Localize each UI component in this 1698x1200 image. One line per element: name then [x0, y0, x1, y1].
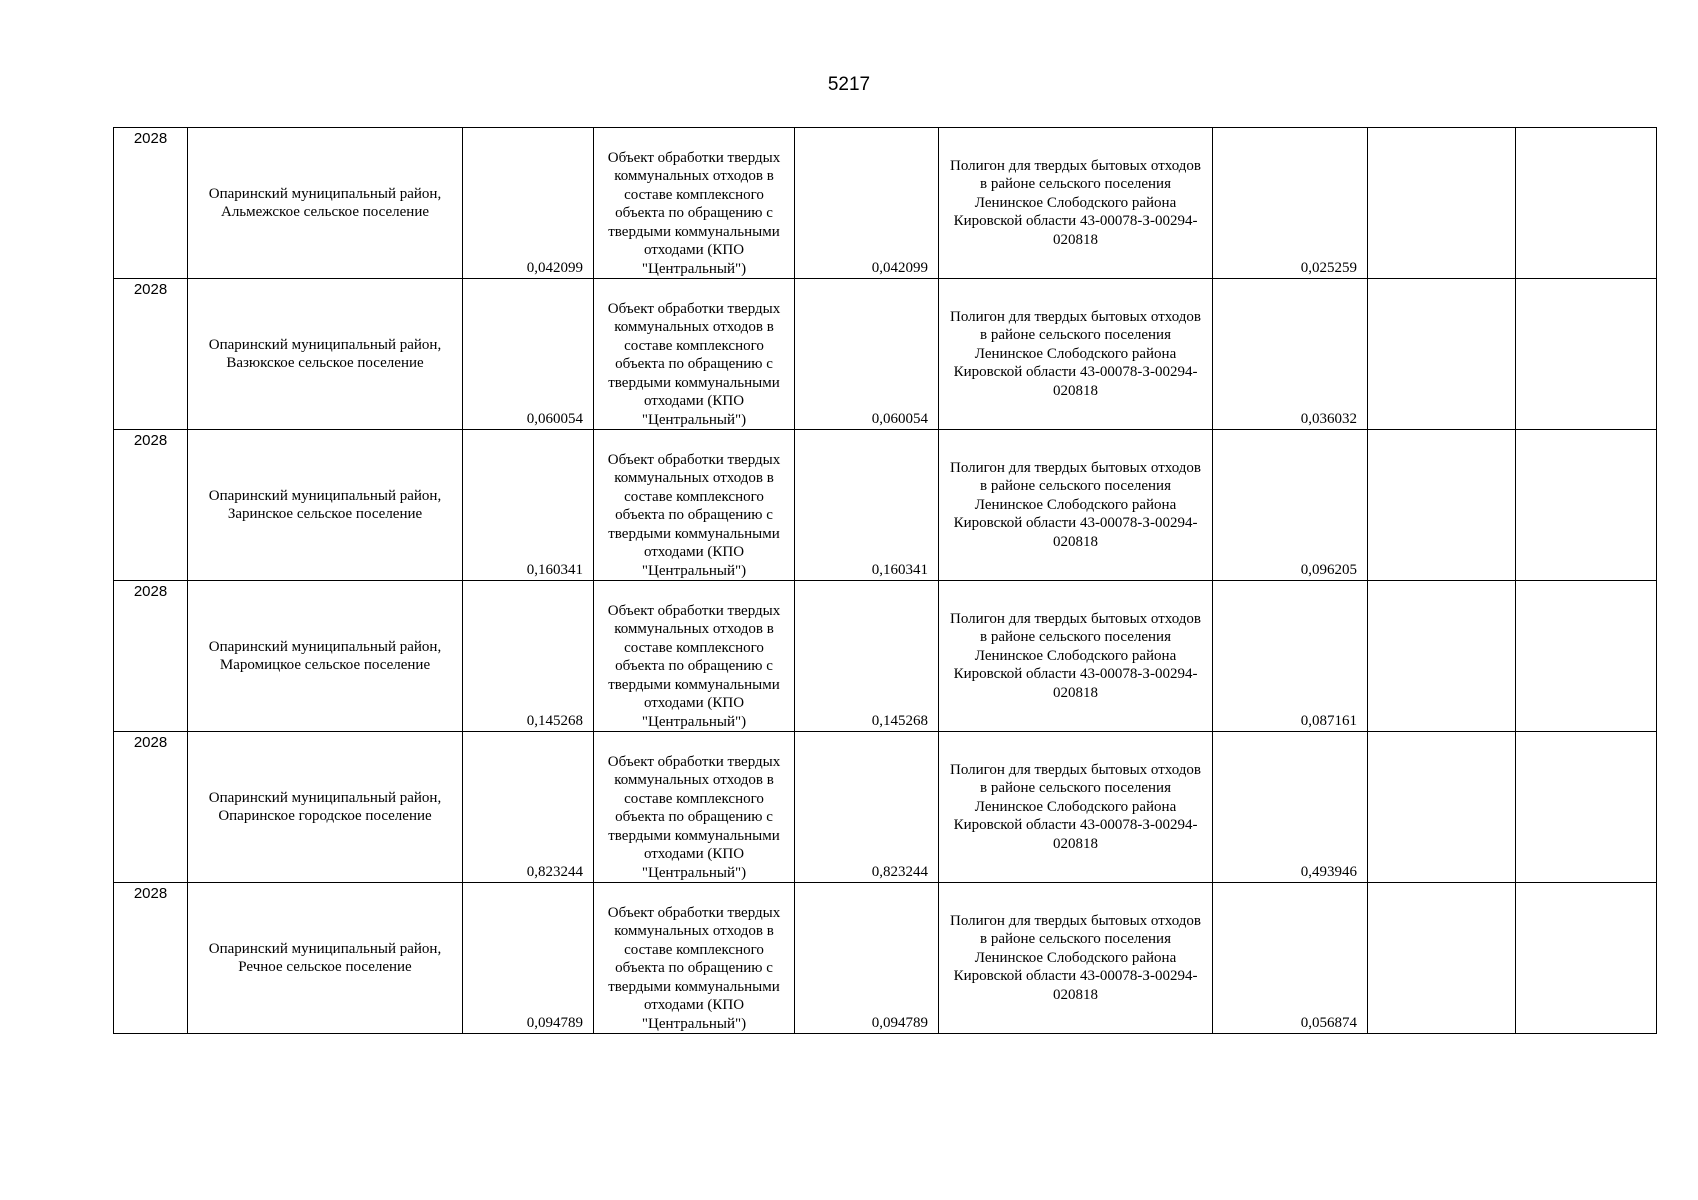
- year-cell: 2028: [114, 732, 188, 883]
- year-cell: 2028: [114, 883, 188, 1034]
- disposal-object-cell: Полигон для твердых бытовых отходов в районе сельского поселения Ленинское Слободского района Кировской области 43-00078-З-00294-020818: [939, 883, 1213, 1034]
- year-cell: 2028: [114, 430, 188, 581]
- table-row: [114, 430, 1657, 581]
- mass-disposed-cell: 0,056874: [1213, 883, 1368, 1034]
- disposal-object-cell: Полигон для твердых бытовых отходов в районе сельского поселения Ленинское Слободского района Кировской области 43-00078-З-00294-020818: [939, 128, 1213, 279]
- mass-processed-cell: 0,145268: [795, 581, 939, 732]
- mass-processed-cell: 0,042099: [795, 128, 939, 279]
- disposal-object-cell: Полигон для твердых бытовых отходов в районе сельского поселения Ленинское Слободского района Кировской области 43-00078-З-00294-020818: [939, 430, 1213, 581]
- disposal-object-cell: Полигон для твердых бытовых отходов в районе сельского поселения Ленинское Слободского района Кировской области 43-00078-З-00294-020818: [939, 581, 1213, 732]
- mass-generated-cell: 0,145268: [463, 581, 594, 732]
- mass-disposed-cell: 0,036032: [1213, 279, 1368, 430]
- year-cell: 2028: [114, 128, 188, 279]
- empty-cell: [1368, 581, 1516, 732]
- mass-generated-cell: 0,160341: [463, 430, 594, 581]
- empty-cell: [1516, 581, 1657, 732]
- table-row: [114, 128, 1657, 279]
- disposal-object-cell: Полигон для твердых бытовых отходов в районе сельского поселения Ленинское Слободского района Кировской области 43-00078-З-00294-020818: [939, 279, 1213, 430]
- municipality-cell: Опаринский муниципальный район, Заринское сельское поселение: [188, 430, 463, 581]
- empty-cell: [1516, 883, 1657, 1034]
- municipality-cell: Опаринский муниципальный район, Вазюкское сельское поселение: [188, 279, 463, 430]
- year-cell: 2028: [114, 581, 188, 732]
- municipality-cell: Опаринский муниципальный район, Альмежское сельское поселение: [188, 128, 463, 279]
- municipality-cell: Опаринский муниципальный район, Речное сельское поселение: [188, 883, 463, 1034]
- empty-cell: [1368, 883, 1516, 1034]
- mass-processed-cell: 0,823244: [795, 732, 939, 883]
- empty-cell: [1516, 430, 1657, 581]
- mass-generated-cell: 0,042099: [463, 128, 594, 279]
- mass-generated-cell: 0,823244: [463, 732, 594, 883]
- empty-cell: [1368, 279, 1516, 430]
- table-row: [114, 581, 1657, 732]
- mass-processed-cell: 0,094789: [795, 883, 939, 1034]
- empty-cell: [1516, 279, 1657, 430]
- mass-processed-cell: 0,160341: [795, 430, 939, 581]
- table-row: [114, 279, 1657, 430]
- table-row: [114, 732, 1657, 883]
- empty-cell: [1368, 732, 1516, 883]
- processing-object-cell: Объект обработки твердых коммунальных отходов в составе комплексного объекта по обращению с твердыми коммунальными отходами (КПО "Центральный"): [594, 128, 795, 279]
- mass-generated-cell: 0,060054: [463, 279, 594, 430]
- processing-object-cell: Объект обработки твердых коммунальных отходов в составе комплексного объекта по обращению с твердыми коммунальными отходами (КПО "Центральный"): [594, 732, 795, 883]
- mass-disposed-cell: 0,493946: [1213, 732, 1368, 883]
- empty-cell: [1516, 128, 1657, 279]
- mass-disposed-cell: 0,096205: [1213, 430, 1368, 581]
- empty-cell: [1368, 430, 1516, 581]
- mass-disposed-cell: 0,087161: [1213, 581, 1368, 732]
- page-number: 5217: [827, 74, 871, 95]
- processing-object-cell: Объект обработки твердых коммунальных отходов в составе комплексного объекта по обращению с твердыми коммунальными отходами (КПО "Центральный"): [594, 581, 795, 732]
- waste-flow-table: [113, 127, 1657, 1034]
- municipality-cell: Опаринский муниципальный район, Маромицкое сельское поселение: [188, 581, 463, 732]
- table-body: [114, 128, 1657, 1034]
- table-row: [114, 883, 1657, 1034]
- empty-cell: [1516, 732, 1657, 883]
- disposal-object-cell: Полигон для твердых бытовых отходов в районе сельского поселения Ленинское Слободского района Кировской области 43-00078-З-00294-020818: [939, 732, 1213, 883]
- processing-object-cell: Объект обработки твердых коммунальных отходов в составе комплексного объекта по обращению с твердыми коммунальными отходами (КПО "Центральный"): [594, 883, 795, 1034]
- empty-cell: [1368, 128, 1516, 279]
- year-cell: 2028: [114, 279, 188, 430]
- processing-object-cell: Объект обработки твердых коммунальных отходов в составе комплексного объекта по обращению с твердыми коммунальными отходами (КПО "Центральный"): [594, 279, 795, 430]
- municipality-cell: Опаринский муниципальный район, Опаринское городское поселение: [188, 732, 463, 883]
- mass-disposed-cell: 0,025259: [1213, 128, 1368, 279]
- mass-generated-cell: 0,094789: [463, 883, 594, 1034]
- mass-processed-cell: 0,060054: [795, 279, 939, 430]
- processing-object-cell: Объект обработки твердых коммунальных отходов в составе комплексного объекта по обращению с твердыми коммунальными отходами (КПО "Центральный"): [594, 430, 795, 581]
